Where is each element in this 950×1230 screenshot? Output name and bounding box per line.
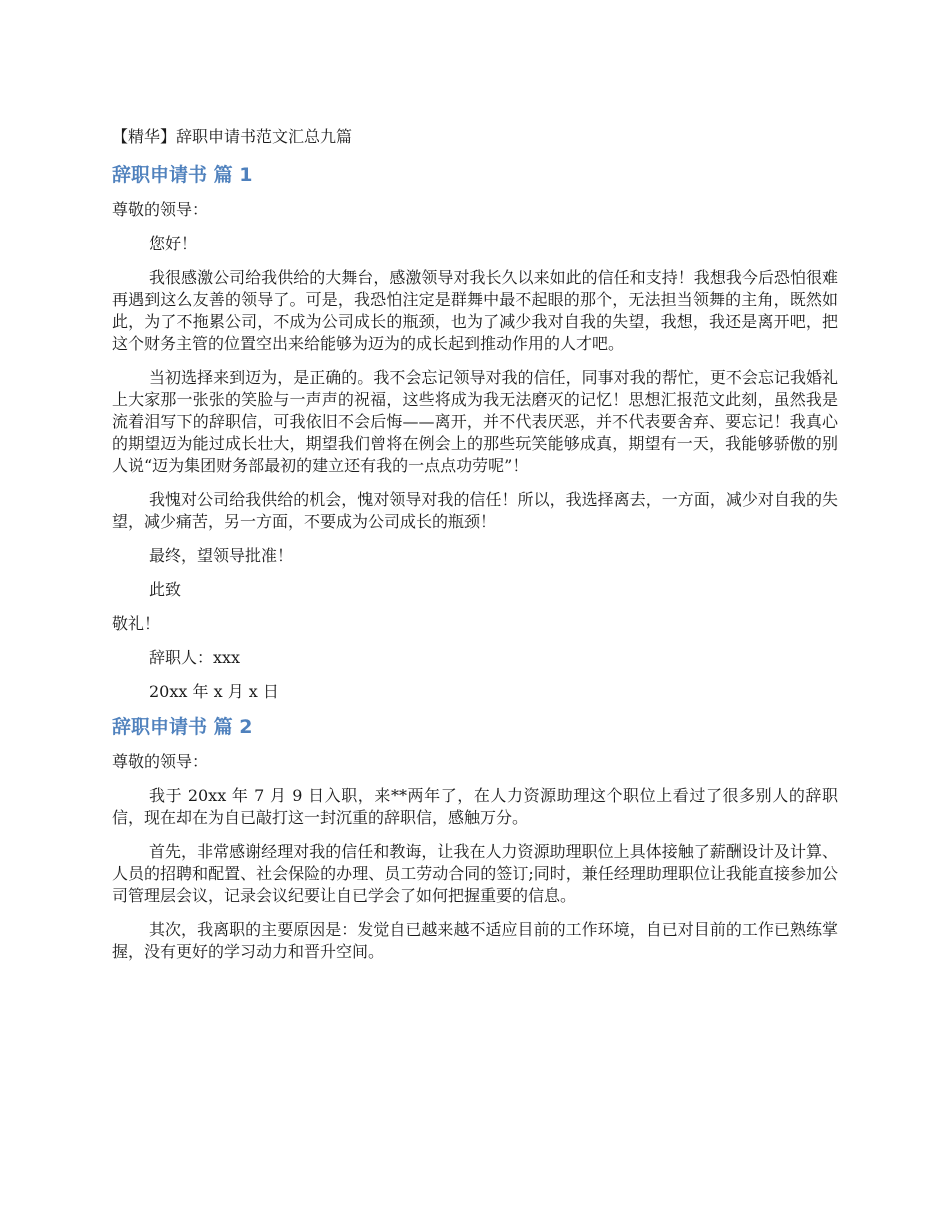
signer-line: 辞职人：xxx — [149, 648, 241, 667]
body-paragraph: 首先，非常感谢经理对我的信任和教诲，让我在人力资源助理职位上具体接触了薪酬设计及计算、人员的招聘和配置、社会保险的办理、员工劳动合同的签订;同时，兼任经理助理职位让我能直接参加公司管理层会议，记录会议纪要让自已学会了如何把握重要的信息。 — [112, 842, 838, 905]
closing-regards: 敬礼！ — [112, 614, 161, 633]
greeting: 您好！ — [149, 234, 198, 253]
salutation: 尊敬的领导： — [112, 752, 209, 771]
section-heading-1: 辞职申请书 篇 1 — [112, 164, 253, 186]
document-title: 【精华】辞职申请书范文汇总九篇 — [112, 127, 353, 146]
document-page — [112, 127, 838, 975]
closing-line: 此致 — [149, 580, 182, 599]
body-paragraph: 我很感激公司给我供给的大舞台，感激领导对我长久以来如此的信任和支持！我想我今后恐怕很难再遇到这么友善的领导了。可是，我恐怕注定是群舞中最不起眼的那个，无法担当领舞的主角，既然如此，为了不拖累公司，不成为公司成长的瓶颈，也为了减少我对自我的失望，我想，我还是离开吧，把这个财务主管的位置空出来给能够为迈为的成长起到推动作用的人才吧。 — [112, 268, 838, 353]
body-paragraph: 最终，望领导批准！ — [149, 546, 294, 565]
section-heading-2: 辞职申请书 篇 2 — [112, 716, 253, 738]
body-paragraph: 我于 20xx 年 7 月 9 日入职，来**两年了，在人力资源助理这个职位上看过了很多别人的辞职信，现在却在为自已敲打这一封沉重的辞职信，感触万分。 — [112, 786, 838, 827]
salutation: 尊敬的领导： — [112, 200, 209, 219]
body-paragraph: 我愧对公司给我供给的机会，愧对领导对我的信任！所以，我选择离去，一方面，减少对自我的失望，减少痛苦，另一方面，不要成为公司成长的瓶颈！ — [112, 490, 838, 531]
body-paragraph: 当初选择来到迈为，是正确的。我不会忘记领导对我的信任，同事对我的帮忙，更不会忘记我婚礼上大家那一张张的笑脸与一声声的祝福，这些将成为我无法磨灭的记忆！思想汇报范文此刻，虽然我是流着泪写下的辞职信，可我依旧不会后悔——离开，并不代表厌恶，并不代表要舍弃、要忘记！我真心的期望迈为能过成长壮大，期望我们曾将在例会上的那些玩笑能够成真，期望有一天，我能够骄傲的别人说“迈为集团财务部最初的建立还有我的一点点功劳呢”！ — [112, 368, 838, 475]
body-paragraph: 其次，我离职的主要原因是：发觉自已越来越不适应目前的工作环境，自已对目前的工作已熟练掌握，没有更好的学习动力和晋升空间。 — [112, 920, 838, 961]
date-line: 20xx 年 x 月 x 日 — [149, 682, 279, 701]
